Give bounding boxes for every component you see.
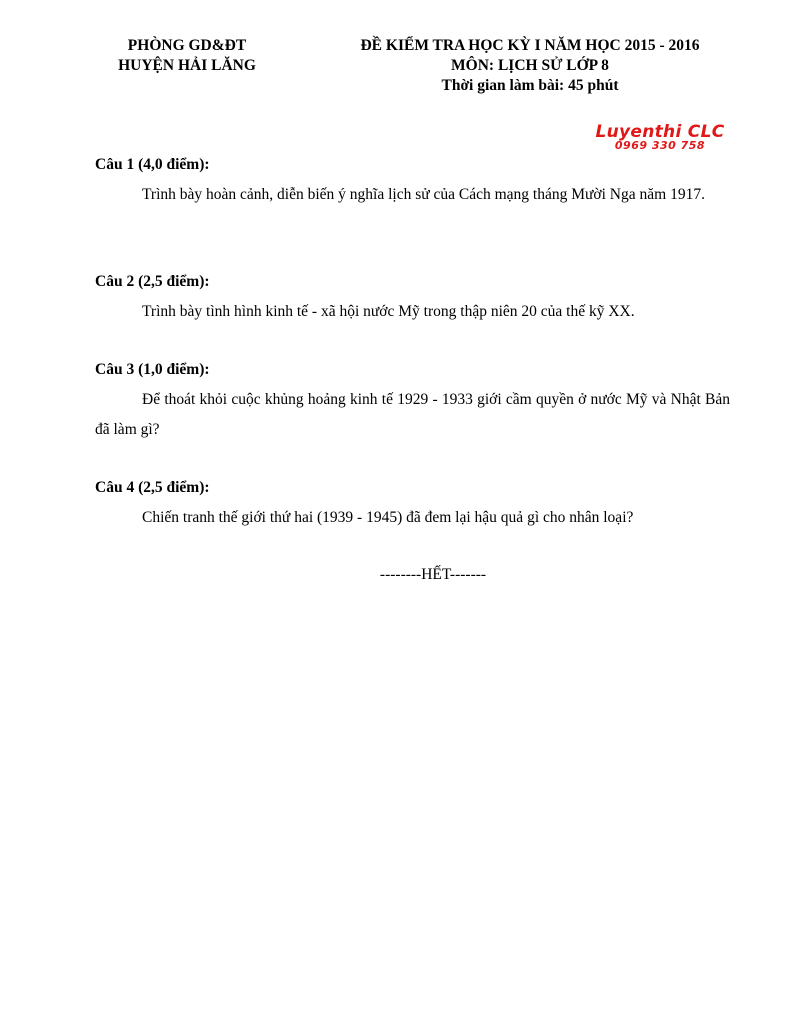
logo-phone: 0969 330 758: [614, 139, 706, 152]
question-title: Câu 3 (1,0 điểm):: [95, 361, 210, 378]
question-4: [95, 476, 730, 533]
end-marker: --------HẾT-------: [379, 566, 487, 583]
question-3: [95, 358, 730, 445]
question-1: [95, 153, 730, 210]
question-title: Câu 2 (2,5 điểm):: [95, 273, 210, 290]
question-title: Câu 1 (4,0 điểm):: [95, 156, 210, 173]
question-text: Trình bày tình hình kinh tế - xã hội nước Mỹ trong thập niên 20 của thế kỹ XX.: [142, 303, 635, 320]
watermark-logo: [580, 122, 740, 152]
exam-header: [330, 36, 730, 96]
exam-subject: MÔN: LỊCH SỬ LỚP 8: [451, 57, 609, 74]
district-name: HUYỆN HẢI LĂNG: [118, 57, 256, 74]
question-title: Câu 4 (2,5 điểm):: [95, 479, 210, 496]
exam-duration: Thời gian làm bài: 45 phút: [441, 77, 619, 94]
logo-name: Luyenthi CLC: [595, 122, 725, 142]
question-text: Chiến tranh thế giới thứ hai (1939 - 1945) đã đem lại hậu quả gì cho nhân loại?: [142, 509, 634, 526]
school-header: [92, 36, 282, 76]
department-name: PHÒNG GD&ĐT: [127, 37, 247, 54]
question-text: Để thoát khỏi cuộc khủng hoảng kinh tế 1929 - 1933 giới cầm quyền ở nước Mỹ và Nhật Bản đã làm gì?: [95, 391, 730, 438]
exam-title: ĐỀ KIỂM TRA HỌC KỲ I NĂM HỌC 2015 - 2016: [360, 37, 700, 54]
question-text: Trình bày hoàn cảnh, diễn biến ý nghĩa lịch sử của Cách mạng tháng Mười Nga năm 1917.: [142, 186, 705, 203]
question-2: [95, 270, 730, 327]
